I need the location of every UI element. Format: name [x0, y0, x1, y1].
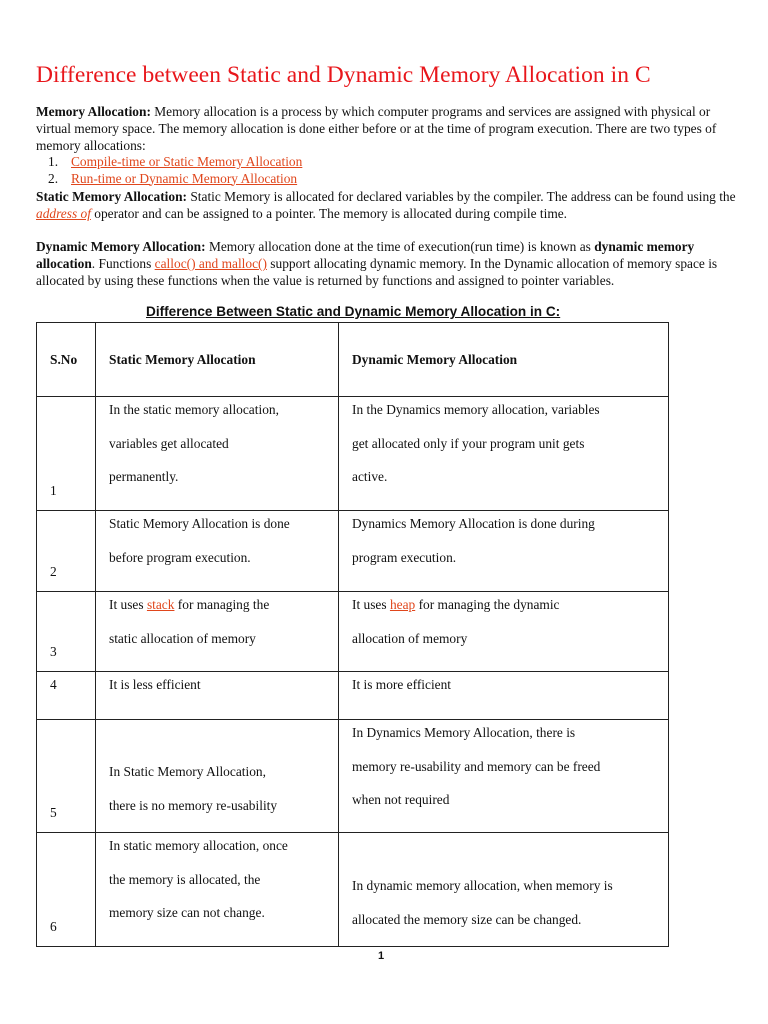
- table-row: [37, 720, 669, 833]
- intro-label: Memory Allocation:: [36, 104, 151, 119]
- dynamic-cell: In Dynamics Memory Allocation, there is memory re-usability and memory can be freed when not required: [339, 720, 669, 833]
- allocation-types-list: [48, 154, 302, 187]
- row-number: 4: [37, 672, 96, 720]
- static-cell: Static Memory Allocation is done before program execution.: [96, 511, 339, 592]
- link-stack[interactable]: stack: [146, 597, 175, 612]
- comparison-table: [36, 322, 669, 947]
- table-row: [37, 672, 669, 720]
- static-cell: It is less efficient: [96, 672, 339, 720]
- row-number: 1: [37, 397, 96, 511]
- table-header-row: [37, 323, 669, 397]
- dynamic-text: . Functions: [91, 256, 155, 271]
- list-item: [48, 171, 302, 188]
- static-text: operator and can be assigned to a pointer. The memory is allocated during compile time.: [90, 206, 568, 221]
- row-number: 6: [37, 833, 96, 947]
- intro-paragraph: [36, 103, 736, 154]
- page-number: 1: [378, 950, 385, 962]
- static-cell: In Static Memory Allocation, there is no memory re-usability: [96, 720, 339, 833]
- row-number: 3: [37, 592, 96, 672]
- page-title: Difference between Static and Dynamic Memory Allocation in C: [36, 62, 651, 88]
- dynamic-text: support allocating dynamic memory. In the Dynamic allocation of memory space is allocated by using these functions when the value is returned by functions and assigned to pointer variables.: [36, 256, 718, 288]
- dynamic-cell: In the Dynamics memory allocation, variables get allocated only if your program unit gets active.: [339, 397, 669, 511]
- list-number: 2.: [48, 170, 59, 186]
- link-dynamic-allocation[interactable]: Run-time or Dynamic Memory Allocation: [71, 170, 298, 186]
- static-cell: In the static memory allocation, variables get allocated permanently.: [96, 397, 339, 511]
- link-static-allocation[interactable]: Compile-time or Static Memory Allocation: [71, 154, 303, 169]
- static-cell: It uses stack for managing the static allocation of memory: [96, 592, 339, 672]
- table-row: [37, 592, 669, 672]
- link-address-of[interactable]: address of: [36, 206, 91, 221]
- link-heap[interactable]: heap: [389, 597, 416, 612]
- dynamic-paragraph: [36, 238, 736, 289]
- dynamic-bold-term: dynamic memory allocation: [36, 239, 695, 271]
- table-row: [37, 397, 669, 511]
- header-static: Static Memory Allocation: [96, 323, 339, 397]
- static-label: Static Memory Allocation:: [36, 189, 187, 204]
- static-paragraph: [36, 188, 736, 222]
- list-number: 1.: [48, 154, 59, 169]
- table-row: [37, 833, 669, 947]
- intro-text: Memory allocation is a process by which computer programs and services are assigned with physical or virtual memory space. The memory allocation is done either before or at the time of program execution. There are two types of memory allocations:: [36, 104, 717, 153]
- table-title: Difference Between Static and Dynamic Memory Allocation in C:: [146, 304, 561, 319]
- header-sno: S.No: [37, 323, 96, 397]
- dynamic-cell: In dynamic memory allocation, when memory is allocated the memory size can be changed.: [339, 833, 669, 947]
- row-number: 2: [37, 511, 96, 592]
- static-text: Static Memory is allocated for declared variables by the compiler. The address can be found using the: [186, 189, 736, 204]
- static-cell: In static memory allocation, once the memory is allocated, the memory size can not change.: [96, 833, 339, 947]
- dynamic-cell: It is more efficient: [339, 672, 669, 720]
- table-row: [37, 511, 669, 592]
- dynamic-cell: It uses heap for managing the dynamic allocation of memory: [339, 592, 669, 672]
- header-dynamic: Dynamic Memory Allocation: [339, 323, 669, 397]
- link-calloc-malloc[interactable]: calloc() and malloc(): [154, 256, 267, 271]
- dynamic-text: Memory allocation done at the time of execution(run time) is known as: [205, 239, 595, 254]
- row-number: 5: [37, 720, 96, 833]
- list-item: [48, 154, 302, 171]
- dynamic-cell: Dynamics Memory Allocation is done during program execution.: [339, 511, 669, 592]
- dynamic-label: Dynamic Memory Allocation:: [36, 239, 206, 254]
